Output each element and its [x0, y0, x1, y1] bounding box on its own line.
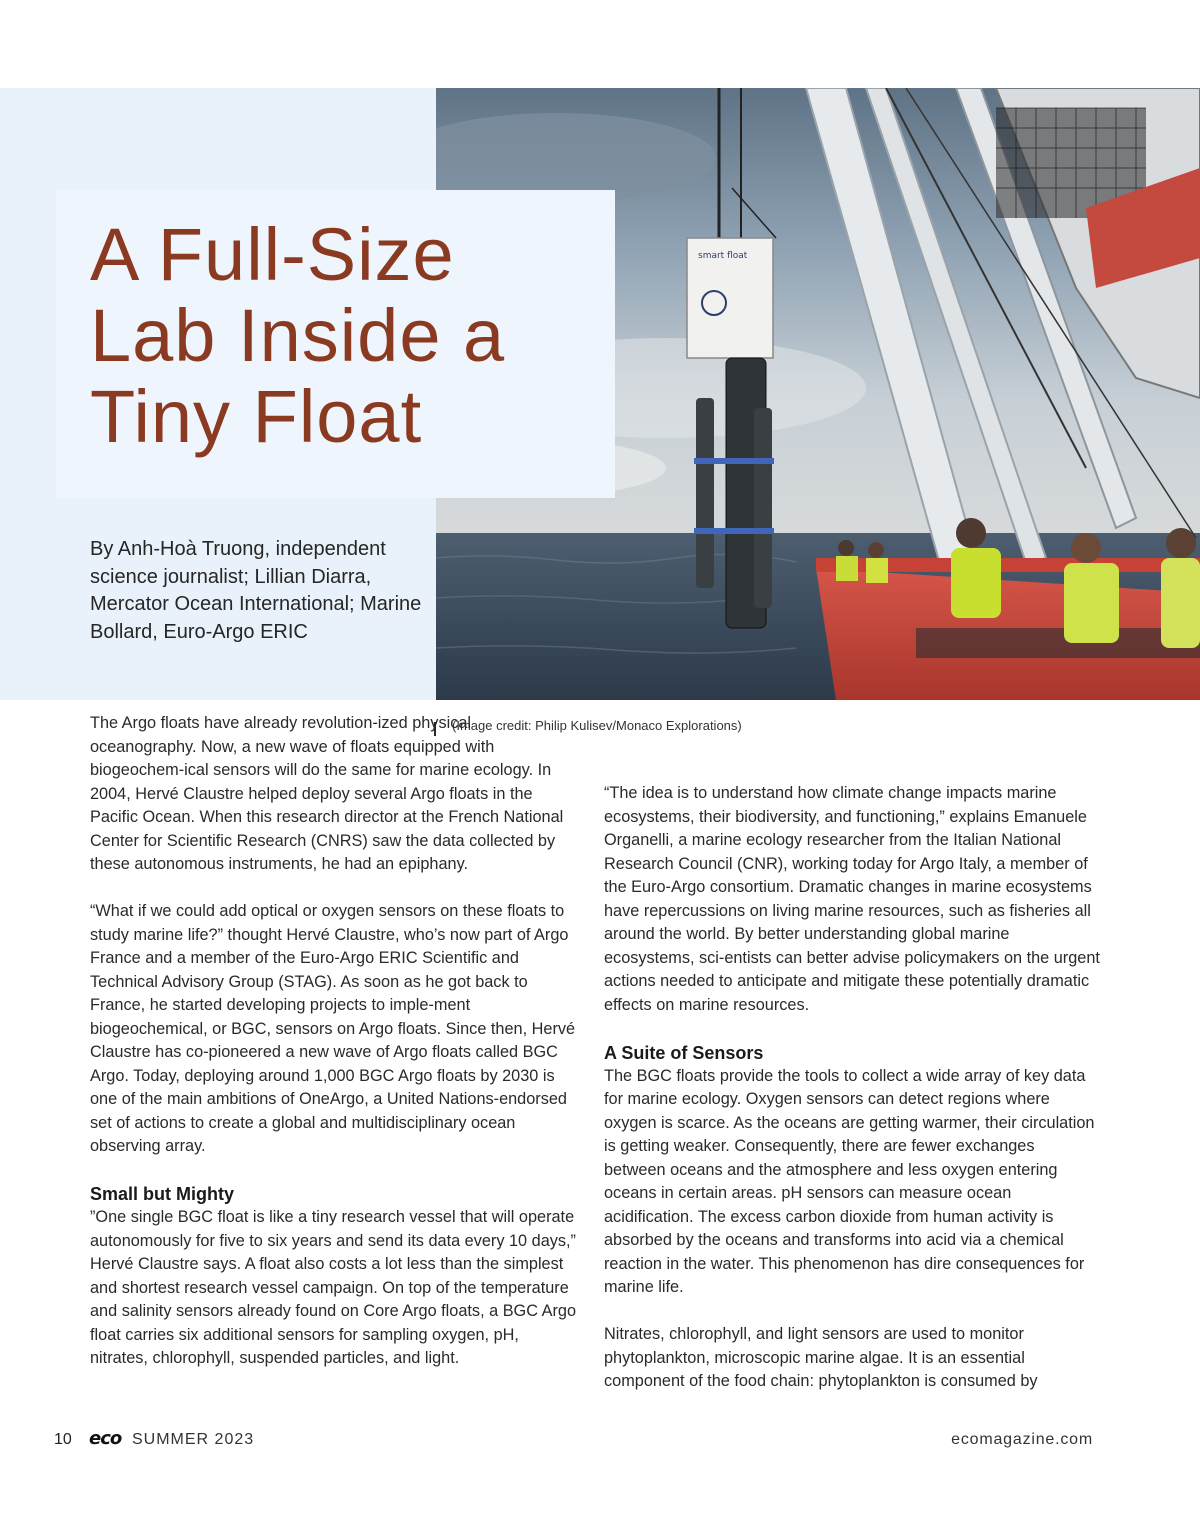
paragraph: “What if we could add optical or oxygen sensors on these floats to study marine life?” thought Hervé Claustre, who’s now part of Argo France and a member of the Euro-Argo ERIC Scientific and Technical Advisory Group (STAG). As soon as he got back to France, he started developing projects to imple-ment biogeochemical, or BGC, sensors on Argo floats. Since then, Hervé Claustre has co-pioneered a new wave of Argo floats called BGC Argo. Today, deploying around 1,000 BGC Argo floats by 2030 is one of the main ambitions of OneArgo, a United Nations-endorsed set of actions to create a global and multidisciplinary ocean observing array. [90, 902, 576, 1155]
paragraph: The BGC floats provide the tools to collect a wide array of key data for marine ecology. Oxygen sensors can detect regions where oxygen is scarce. As the oceans are getting warmer, their circulation is getting weaker. Consequently, there are fewer exchanges between oceans and the atmosphere and less oxygen entering oceans in certain areas. pH sensors can measure ocean acidification. The excess carbon dioxide from human activity is absorbed by the oceans and transforms into acid via a chemical reaction in the water. This phenomenon has dire consequences for marine life. [604, 1066, 1095, 1296]
website-link[interactable]: ecomagazine.com [951, 1431, 1093, 1448]
article-column-right [604, 782, 1100, 1417]
page-footer [0, 1428, 1200, 1458]
issue-label: SUMMER 2023 [132, 1431, 255, 1448]
page-number: 10 [54, 1431, 72, 1448]
author-byline: By Anh-Hoà Truong, independent science journalist; Lillian Diarra, Mercator Ocean International; Marine Bollard, Euro-Argo ERIC [90, 538, 422, 643]
image-credit: (Image credit: Philip Kulisev/Monaco Explorations) [452, 718, 742, 733]
paragraph: Nitrates, chlorophyll, and light sensors are used to monitor phytoplankton, microscopic marine algae. It is an essential component of the food chain: phytoplankton is consumed by [604, 1325, 1038, 1390]
section-heading: A Suite of Sensors [604, 1042, 764, 1063]
paragraph: “The idea is to understand how climate change impacts marine ecosystems, their biodiversity, and functioning,” explains Emanuele Organelli, a marine ecology researcher from the Italian National Research Council (CNR), working today for Argo Italy, a member of the Euro-Argo consortium. Dramatic changes in marine ecosystems have repercussions on living marine resources, such as fisheries all around the world. By better understanding global marine ecosystems, sci-entists can better advise policymakers on the urgent actions needed to anticipate and mitigate these potentially dramatic effects on marine resources. [604, 784, 1100, 1014]
title-line: A Full-Size [90, 213, 455, 296]
title-line: Lab Inside a [90, 294, 506, 377]
paragraph: The Argo floats have already revolution-ized physical oceanography. Now, a new wave of floats equipped with biogeochem-ical sensors will do the same for marine ecology. In 2004, Hervé Claustre helped deploy several Argo floats in the Pacific Ocean. When this research director at the French National Center for Scientific Research (CNRS) saw the data collected by these autonomous instruments, he had an epiphany. [90, 714, 564, 873]
article-column-left [90, 712, 580, 1394]
title-line: Tiny Float [90, 375, 423, 458]
eco-logo: eco [89, 1428, 122, 1449]
article-title [90, 214, 610, 457]
section-heading: Small but Mighty [90, 1184, 234, 1204]
paragraph: ”One single BGC float is like a tiny research vessel that will operate autonomously for five to six years and send its data every 10 days,” Hervé Claustre says. A float also costs a lot less than the simplest and shortest research vessel campaign. On top of the temperature and salinity sensors already found on Core Argo floats, a BGC Argo float carries six additional sensors for sampling oxygen, pH, nitrates, chlorophyll, suspended particles, and light. [90, 1208, 576, 1367]
float-sensor-box-label: smart float [698, 251, 748, 261]
